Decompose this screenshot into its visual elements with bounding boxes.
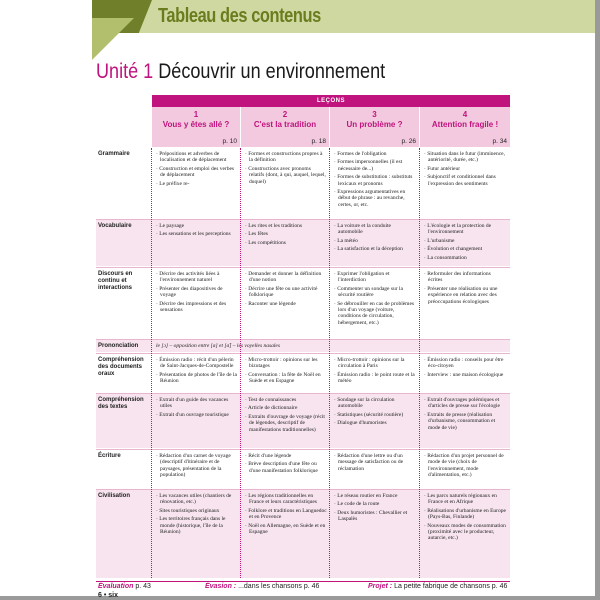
footer-evaluation [98, 583, 151, 590]
column-divider [151, 148, 152, 578]
lesson-page: p. 18 [311, 138, 326, 145]
cell-item: · Subjonctif et conditionnel dans l'expression des sentiments [424, 174, 506, 187]
cell-lesson-3 [334, 223, 416, 255]
page-shadow-bottom [0, 596, 600, 600]
row-label: Discours en continu et interactions [98, 271, 133, 291]
cell-item: · Statistiques (sécurité routière) [334, 412, 416, 418]
cell-item: · Reformuler des informations écrites [424, 271, 506, 284]
cell-lesson-4 [424, 493, 506, 544]
cell-item: · Le préfixe re- [156, 181, 238, 187]
projet-label: Projet : [368, 583, 393, 590]
row-label: Grammaire [98, 151, 130, 157]
cell-lesson-2 [245, 271, 327, 309]
cell-lesson-4 [424, 357, 506, 380]
cell-item: · Les territoires français dans le monde (historique, l'île de la Réunion) [156, 516, 238, 535]
cell-item: · Formes et constructions propres à la définition [245, 151, 327, 164]
cell-item: · Émission radio : récit d'un pèlerin de Saint-Jacques-de-Compostelle [156, 357, 238, 370]
cell-item: · Rédaction d'un projet personnel de mode de vie (choix de l'environnement, mode d'alimentation, etc.) [424, 453, 506, 479]
row-comprehension-oraux [96, 354, 510, 392]
row-vocabulaire [96, 220, 510, 266]
cell-item: · Situation dans le futur (imminence, antériorité, durée, etc.) [424, 151, 506, 164]
cell-item: · Les compétitions [245, 240, 327, 246]
lesson-number: 2 [282, 110, 288, 119]
cell-item: · Micro-trottoir : opinions sur la circulation à Paris [334, 357, 416, 370]
cell-lesson-1 [156, 397, 238, 420]
cell-item: · Les rites et les traditions [245, 223, 327, 229]
cell-item: · Présenter des diapositives de voyage [156, 286, 238, 299]
unit-heading [96, 60, 385, 84]
cell-item: · Prépositions et adverbes de localisation et de déplacement [156, 151, 238, 164]
cell-item: · Nouveaux modes de consommation (proximité avec le producteur, autarcie, etc.) [424, 523, 506, 542]
cell-item: · Commenter un sondage sur la sécurité routière [334, 286, 416, 299]
cell-item: · Raconter une légende [245, 301, 327, 307]
cell-item: · Expressions argumentatives en début de phrase : au revanche, certes, or, etc. [334, 189, 416, 208]
evasion-page: p. 46 [303, 583, 320, 590]
lecons-bar: LEÇONS [152, 95, 510, 107]
cell-lesson-1 [156, 151, 238, 189]
cell-item: · Décrire des activités liées à l'environnement naturel [156, 271, 238, 284]
page-title: Tableau des contenus [158, 5, 321, 27]
column-divider [419, 148, 420, 578]
cell-item: · Demander et donner la définition d'une notion [245, 271, 327, 284]
cell-lesson-3 [334, 151, 416, 210]
page-shadow-right [595, 0, 600, 600]
lesson-title: Attention fragile ! [431, 120, 499, 129]
evaluation-page: p. 43 [135, 583, 151, 590]
cell-item: · Les vacances utiles (chantiers de rénovation, etc.) [156, 493, 238, 506]
cell-item: · La consommation [424, 255, 506, 261]
cell-item: · Micro-trottoir : opinions sur les bizutages [245, 357, 327, 370]
cell-item: · Interview : une maison écologique [424, 372, 506, 378]
cell-lesson-4 [424, 453, 506, 481]
row-label: Compréhension des documents oraux [98, 357, 144, 377]
lesson-header-2 [241, 107, 330, 147]
cell-item: · Récit d'une légende [245, 453, 327, 459]
cell-item: · Deux humoristes : Chevallier et Laspalès [334, 510, 416, 523]
cell-item: · Les parcs naturels régionaux en France et en Afrique [424, 493, 506, 506]
cell-lesson-4 [424, 151, 506, 189]
cell-item: · Sites touristiques originaux [156, 508, 238, 514]
evasion-text: ...dans les chansons [238, 583, 302, 590]
cell-item: · Noël en Allemagne, en Suède et en Espagne [245, 523, 327, 536]
cell-item: · Évolution et changement [424, 246, 506, 252]
cell-item: · Émission radio : conseils pour être éco-citoyen [424, 357, 506, 370]
cell-item: · Extraits d'ouvrage de voyage (récit de légendes, descriptif de manifestations traditionnelles) [245, 414, 327, 433]
row-discours [96, 268, 510, 338]
cell-lesson-1 [156, 357, 238, 387]
cell-item: · Présenter une réalisation ou une expérience en relation avec des préoccupations écologiques [424, 286, 506, 305]
row-ecriture [96, 450, 510, 488]
cell-lesson-3 [334, 493, 416, 525]
lesson-title: Un problème ? [346, 120, 403, 129]
footer-projet [368, 583, 507, 590]
projet-text: La petite fabrique de chansons [394, 583, 490, 590]
cell-lesson-3 [334, 453, 416, 474]
cell-item: · Sondage sur la circulation automobile [334, 397, 416, 410]
lesson-page: p. 10 [222, 138, 237, 145]
lesson-header-1 [152, 107, 241, 147]
cell-item: · La météo [334, 238, 416, 244]
cell-lesson-2 [245, 223, 327, 248]
cell-item: · Test de connaissances [245, 397, 327, 403]
column-divider [329, 148, 330, 578]
cell-item: · La voiture et la conduite automobile [334, 223, 416, 236]
cell-item: · Constructions avec pronoms relatifs (dont, à qui, auquel, lequel, duquel) [245, 166, 327, 185]
evasion-label: Évasion : [205, 583, 237, 590]
cell-item: · Décrire une fête ou une activité folklorique [245, 286, 327, 299]
cell-item: · Décrire des impressions et des sensations [156, 301, 238, 314]
cell-item: · Émission radio : le point route et la météo [334, 372, 416, 385]
row-label: Prononciation [98, 343, 139, 349]
cell-item: · Le paysage [156, 223, 238, 229]
cell-lesson-1 [156, 453, 238, 481]
cell-item: · Les sensations et les perceptions [156, 231, 238, 237]
cell-lesson-4 [424, 223, 506, 263]
cell-item: · La satisfaction et la déception [334, 246, 416, 252]
row-label: Écriture [98, 453, 121, 459]
cell-item: · Les fêtes [245, 231, 327, 237]
cell-item: · Article de dictionnaire [245, 405, 327, 411]
cell-lesson-1 [156, 493, 238, 537]
row-comprehension-textes [96, 394, 510, 448]
cell-item: · Dialogue d'humoristes [334, 420, 416, 426]
cell-lesson-2 [245, 453, 327, 476]
cell-lesson-4 [424, 397, 506, 433]
cell-lesson-2 [245, 357, 327, 387]
lesson-page: p. 34 [492, 138, 507, 145]
lesson-header-4 [420, 107, 511, 147]
cell-item: · Rédaction d'un carnet de voyage (descriptif d'itinéraire et de paysages, présentation de la population) [156, 453, 238, 479]
lesson-number: 3 [372, 110, 377, 119]
cell-item: · Extrait d'un guide des vacances utiles [156, 397, 238, 410]
column-divider [240, 148, 241, 578]
cell-item: · Extraits de presse (réalisation d'urbanisme, consommation et mode de vie) [424, 412, 506, 431]
cell-item: · Les régions traditionnelles en France et leurs caractéristiques [245, 493, 327, 506]
cell-item: · Extrait d'ouvrages polémiques et d'articles de presse sur l'écologie [424, 397, 506, 410]
cell-item: · Extrait d'un ouvrage touristique [156, 412, 238, 418]
row-grammaire [96, 148, 510, 218]
cell-lesson-2 [245, 493, 327, 537]
cell-lesson-3 [334, 271, 416, 328]
row-label: Compréhension des textes [98, 397, 144, 410]
row-label: Civilisation [98, 493, 131, 499]
cell-item: · Le réseau routier en France [334, 493, 416, 499]
cell-item: · Conversation : la fête de Noël en Suède et en Espagne [245, 372, 327, 385]
lesson-header-3 [330, 107, 420, 147]
lesson-number: 1 [193, 110, 199, 119]
row-prononciation [96, 340, 510, 352]
row-civilisation [96, 490, 510, 578]
page-number: 6 • six [98, 592, 118, 599]
cell-item: · Présentation de photos de l'île de la Réunion [156, 372, 238, 385]
cell-item: · Réalisations d'urbanisme en Europe (Pays-Bas, Finlande) [424, 508, 506, 521]
cell-item: · Brève description d'une fête ou d'une manifestation folklorique [245, 461, 327, 474]
cell-item: · L'urbanisme [424, 238, 506, 244]
cell-item: · Exprimer l'obligation et l'interdiction [334, 271, 416, 284]
cell-lesson-1 [156, 223, 238, 240]
cell-item: · Futur antérieur [424, 166, 506, 172]
lesson-title: C'est la tradition [253, 120, 317, 129]
cell-item: · Formes impersonnelles (il est nécessaire de...) [334, 159, 416, 172]
unit-title: Découvrir un environnement [158, 60, 386, 83]
footer-evasion [205, 583, 319, 590]
cell-item: · Rédaction d'une lettre ou d'un message de satisfaction ou de réclamation [334, 453, 416, 472]
cell-item: · Le code de la route [334, 501, 416, 507]
projet-page: p. 46 [491, 583, 508, 590]
cell-item: · Formes de l'obligation [334, 151, 416, 157]
cell-item: · Se débrouiller en cas de problèmes lors d'un voyage (voiture, conditions de circulation, hébergement, etc.) [334, 301, 416, 327]
cell-item: · Folklore et traditions en Languedoc et en Provence [245, 508, 327, 521]
unit-number: Unité 1 [96, 60, 154, 83]
cell-item: · Formes de substitution : substituts lexicaux et pronoms [334, 174, 416, 187]
evaluation-label: Évaluation [98, 583, 134, 590]
cell-lesson-1 [156, 271, 238, 315]
lesson-title: Vous y êtes allé ? [162, 120, 230, 129]
lesson-page: p. 26 [401, 138, 416, 145]
cell-lesson-2 [245, 397, 327, 435]
cell-lesson-2 [245, 151, 327, 187]
row-label: Vocabulaire [98, 223, 132, 229]
prononciation-text: le [ɔ] – opposition entre [ɑ] et [ɑ̃] – les voyelles nasales [156, 343, 280, 349]
cell-item: · Construction et emploi des verbes de déplacement [156, 166, 238, 179]
cell-lesson-4 [424, 271, 506, 307]
cell-lesson-3 [334, 397, 416, 429]
cell-item: · L'écologie et la protection de l'environnement [424, 223, 506, 236]
lesson-number: 4 [462, 110, 468, 119]
cell-lesson-3 [334, 357, 416, 387]
